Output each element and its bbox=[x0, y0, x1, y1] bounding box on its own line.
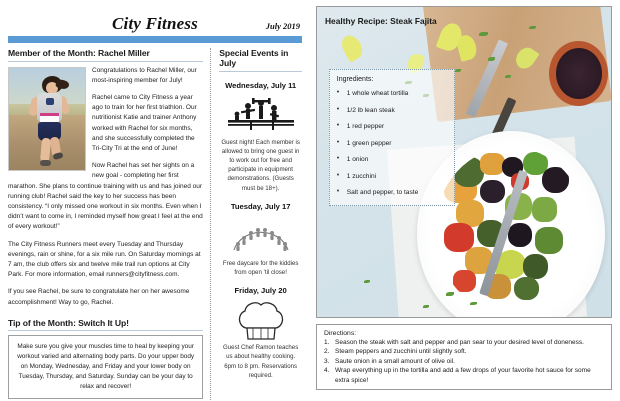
event-date: Friday, July 20 bbox=[234, 286, 287, 296]
main-column bbox=[8, 48, 210, 401]
weightlifting-silhouette-icon bbox=[219, 94, 302, 138]
directions-title: Directions: bbox=[324, 330, 357, 337]
directions-box bbox=[316, 324, 612, 390]
chef-hat-icon bbox=[219, 299, 302, 343]
herb-sprig bbox=[488, 57, 495, 61]
red-pepper bbox=[453, 270, 476, 292]
ingredient-item: • 1 green pepper bbox=[337, 139, 447, 148]
member-paragraph-5: If you see Rachel, be sure to congratulate her on her awesome accomplishment! Way to go, Rachel. bbox=[8, 288, 190, 306]
zucchini-slice bbox=[514, 277, 538, 300]
issue-date: July 2019 bbox=[265, 21, 300, 31]
page-title: City Fitness bbox=[112, 14, 198, 33]
herb-sprig bbox=[470, 302, 477, 305]
event-description: Guest night! Each member is allowed to bring one guest in to work out for free and participate in equipment demonstrations. (Guests must be 18+). bbox=[221, 138, 300, 192]
photo-shirt-logo bbox=[46, 98, 54, 105]
direction-step: Steam peppers and zucchini until slightly soft. bbox=[335, 348, 467, 356]
event-date: Tuesday, July 17 bbox=[230, 201, 291, 211]
tip-box-text: Make sure you give your muscles time to heal by keeping your workout varied and alternating body parts. Do your upper body on Monday, Wednesday, and Friday and your lower body on Tuesday, Thursday, and Saturday. Sunday can be your day to relax and recover! bbox=[8, 335, 203, 399]
events-section-rule bbox=[219, 71, 302, 72]
children-arch-icon bbox=[219, 215, 302, 259]
ingredient-item: • 1 zucchini bbox=[337, 172, 447, 181]
food-bowl-contents bbox=[435, 147, 588, 314]
member-paragraph-1: Congratulations to Rachel Miller, our most-inspiring member for July! bbox=[92, 66, 197, 84]
bean-bowl bbox=[549, 41, 608, 106]
black-beans bbox=[480, 180, 504, 203]
events-column bbox=[210, 48, 302, 401]
black-beans bbox=[542, 167, 570, 194]
photo-shoe-left bbox=[40, 160, 51, 166]
recipe-photo-card bbox=[316, 6, 612, 318]
member-paragraph-2: Rachel came to City Fitness a year ago to train for her first triathlon. Our nutritionist Katie and trainer Anthony worked with Rachel for six months, and she successfully completed the Tri-City Tri at the end of June! bbox=[92, 93, 197, 152]
tip-section-heading: Tip of the Month: Switch It Up! bbox=[8, 317, 129, 328]
event-item bbox=[219, 286, 302, 380]
event-description: Guest Chef Ramon teaches us about healthy cooking. 6pm to 8 pm. Reservations required. bbox=[223, 344, 299, 379]
herb-sprig bbox=[479, 32, 488, 36]
ingredient-item: • 1 red pepper bbox=[337, 122, 447, 131]
recipe-right-panel bbox=[310, 0, 620, 401]
ingredients-title: Ingredients: bbox=[336, 76, 374, 83]
lime-wedge bbox=[338, 32, 366, 62]
herb-sprig bbox=[529, 26, 536, 29]
tip-section-rule bbox=[8, 330, 203, 331]
masthead bbox=[8, 6, 302, 32]
direction-step: Wrap everything up in the tortilla and add a few drops of your favorite hot sauce for some extra spice! bbox=[335, 367, 591, 384]
zucchini-slice bbox=[523, 254, 547, 279]
member-paragraph-3: Now Rachel has set her sights on a new goal - completing her first marathon. She plans to continue training with us and has joined our running club! Rachel said the key to her success has been consistency. “I only missed one workout in six months. Even when I didn’t want to come in, I reminded myself how great I feel at the end of every workout!” bbox=[8, 162, 203, 231]
bean-bowl-contents bbox=[556, 48, 602, 99]
ingredient-item: • Salt and pepper, to taste bbox=[337, 188, 447, 197]
tip-section bbox=[8, 318, 203, 400]
events-section-heading: Special Events in July bbox=[219, 48, 289, 68]
directions-list bbox=[324, 338, 604, 385]
runner-photo bbox=[8, 67, 86, 171]
event-item bbox=[219, 202, 302, 277]
direction-step: Season the steak with salt and pepper and pan sear to your desired level of doneness. bbox=[335, 339, 584, 346]
black-beans bbox=[508, 223, 532, 246]
herb-sprig bbox=[423, 305, 429, 308]
avocado-cube bbox=[532, 197, 556, 222]
zucchini-slice bbox=[453, 157, 484, 187]
herb-sprig bbox=[364, 280, 370, 283]
zucchini-slice bbox=[535, 227, 563, 254]
ingredients-box bbox=[329, 69, 455, 206]
section-rule bbox=[8, 61, 203, 62]
direction-step: Saute onion in a small amount of olive oil. bbox=[335, 357, 455, 365]
ingredient-item: • 1/2 lb lean steak bbox=[337, 106, 447, 115]
ingredient-item: • 1 whole wheat tortilla bbox=[337, 89, 447, 98]
recipe-title: Healthy Recipe: Steak Fajita bbox=[325, 16, 437, 26]
ingredients-list bbox=[337, 89, 447, 197]
event-item bbox=[219, 81, 302, 193]
ingredient-item: • 1 onion bbox=[337, 155, 447, 164]
event-date: Wednesday, July 11 bbox=[225, 80, 297, 90]
content-columns bbox=[8, 48, 302, 401]
event-description: Free daycare for the kiddies from open ’til close! bbox=[222, 259, 299, 276]
member-section-heading: Member of the Month: Rachel Miller bbox=[8, 48, 150, 58]
member-paragraph-4: The City Fitness Runners meet every Tuesday and Thursday evenings, rain or shine, for a six mile run. On Saturday mornings at 7 am, the club offers six and twelve mile trail run options at City Park. For more information, email runners@cityfitness.com. bbox=[8, 240, 201, 279]
accent-bar bbox=[8, 36, 302, 43]
